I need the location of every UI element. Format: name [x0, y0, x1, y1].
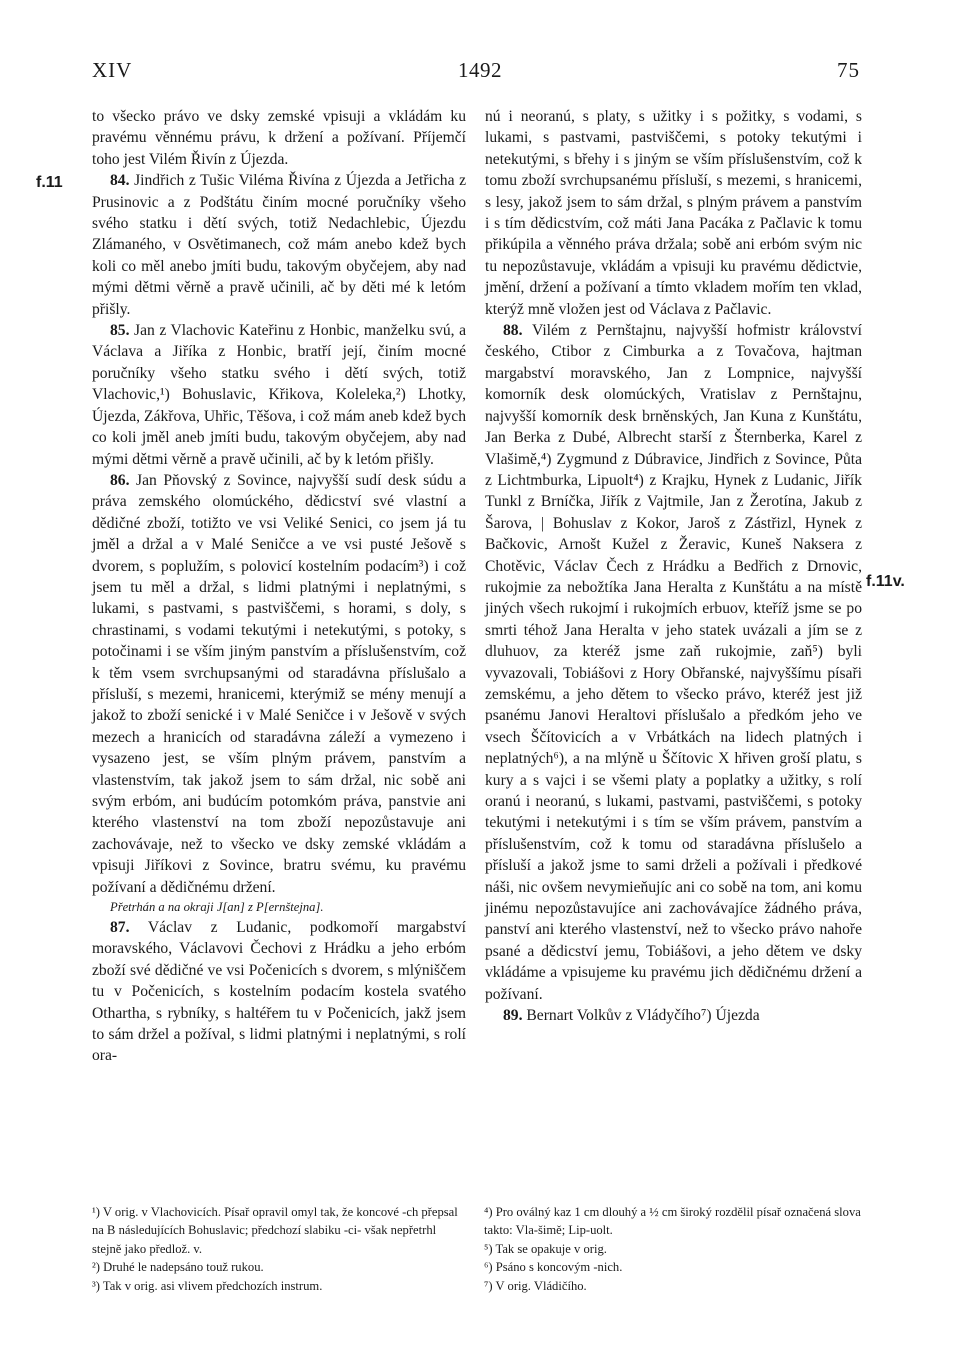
entry-number: 85. — [110, 322, 130, 340]
entry-text: Vilém z Pernštajnu, najvyšší hofmistr království českého, Ctibor z Cimburka a z Tovačova, hajtman margabství moravského, Jan z Lompnice, najvyšší komorník desk olomúckých, Vratislav z Pernštajnu, najvyšší komorník desk brněnských, Jan Kuna z Kunštátu, Jan Berka z Dubé, Albrecht starší z Šternberka, Karel z Vlašimě,⁴) Zygmund z Dúbravice, Jindřich z Sovince, Půta z Lichtmburka, Lipuolt⁴) z Krajku, Hynek z Ludanic, Jiřík Tunkl z Brníčka, Jiřík z Vajtmile, Jan z Žerotína, Jakub z Šarova, | Bohuslav z Kokor, Jaroš z Zástřizl, Hynek z Bačkovic, Arnošt Kužel z Žeravic, Kuneš Naksera z Chotěvic, Václav Čech z Hrádku a Bedřich z Drnovic, rukojmie za nebožtíka Jana Heralta z Kunštátu a na místě jiných všech rukojmí i rukojmích erbuov, kteříž jsme se po smrti téhož Jana Heralta v jeho statek uvázali a jím se z dluhuov, za kteréž jsme zaň rukojmie, zaň⁵) byli vyvazovali, Tobiášovi z Hory Obřanské, najvyššímu písaři zemskému, a jeho dětem to všecko právo, kteréž jest již psanému Janovi Heraltovi příslušalo a předkóm jeho ve vsech Ščítovicích a v Vrbátkách na lidech platných i neplatných⁶), a na mlýně u Ščítovic X hřiven groší platu, s kury a s vajci i se všemi platy a poplatky a užitky, s rolí oranú i neoranú, s lukami, pastvami, pastviščemi, s potoky tekutými i netekutými i s tím se vším právem, panstvím a příslušenstvím, což k tomu od staradávna příslušelo a přísluší a jakož jsme to sami drželi a požívali i předkové náši, nic ovšem nevymieňujíc ani co sobě na tom, ani komu jinému nepozůstavujíce ani zachovávajíce žádného práva, panství ani kterého vlastenství, než to všecko právo nahoře psané a dědicství jemu, Tobiášovi, a jeho dětem ve dsky vkládáme a vpisujeme ku pravému jich dědičnému držení a požívaní. — [485, 322, 862, 1003]
entry-number: 86. — [110, 471, 130, 489]
footnote-2: ²) Druhé le nadepsáno touž rukou. — [92, 1260, 264, 1275]
footnote-3: ³) Tak v orig. asi vlivem předchozích instrum. — [92, 1278, 323, 1293]
entry-text: Bernart Volkův z Vládyčího⁷) Újezda — [526, 1007, 760, 1025]
entry-text: Václav z Ludanic, podkomoří margabství moravského, Václavovi Čechovi z Hrádku a jeho erbóm zboží své dědičné ve vsi Počenicích s dvorem, s mlýniščem tu v Počenicích, s kostelním podacím kostela svatého Othartha, s rybníky, s haltéřem tu v Počenicích, jakž jsem to sám držel a požíval, s lidmi platnými i neplatnými, s rolí ora- — [92, 919, 466, 1065]
entry-number: 89. — [503, 1007, 523, 1025]
entry-84 — [92, 170, 466, 320]
entry-text: Jan z Vlachovic Kateřinu z Honbic, manželku svú, a Václava a Jiříka z Honbic, bratří její, činím mocné poručníky všeho statku svého i dětí svých, totiž Vlachovic,¹) Bohuslavic, Křikova, Koleleka,²) Lhotky, Újezda, Zákřova, Uhřic, Těšova, i což mám aneb kdež bych co koli jměl aneb jmíti budu, takovým obyčejem, aby nad mými dětmi věrně a pravě učinili, ač by k letóm přišly. — [92, 322, 466, 468]
roman-page-number: XIV — [92, 58, 133, 82]
footnote-1: ¹) V orig. v Vlachovicích. Písař opravil omyl tak, že koncové -ch přepsal na B následujících Bohuslavic; předchozí slabiku -ci- však nepřetrhl stejně jako předlož. v. — [92, 1205, 458, 1256]
entry-85 — [92, 320, 466, 470]
entry-87-continuation: nú i neoranú, s platy, s užitky i s požitky, s vodami, s lukami, s pastvami, pastviščemi, s potoky tekutými i netekutými, s břehy i s jiným se vším příslušenstvím, což k tomu zboží svrchupsanému přísluší, s mezemi, s hranicemi, s lesy, jakož jsem to sám držal, s plným právem a panstvím i s tím dědicstvím, což máti Jana Pacáka z Pačlavic k tomu přikúpila a věnného práva držala; sobě ani erbóm svým nic tu nepozůstavuje, vkládám a vpisuji ku pravému dědictvie, jmění, držení a požívaní a tímto vkladem mořím ten vklad, kterýž mně vložen jest od Václava z Pačlavic. — [485, 108, 862, 318]
entry-86-note: Přetrhán a na okraji J[an] z P[ernštejna]. — [110, 900, 324, 915]
footnote-7: ⁷) V orig. Vládičího. — [484, 1278, 587, 1293]
folio-mark-f11v: f.11v. — [866, 573, 905, 590]
entry-87 — [92, 917, 466, 1067]
year-heading: 1492 — [458, 58, 502, 82]
footnote-4: ⁴) Pro oválný kaz 1 cm dlouhý a ½ cm široký rozdělil písař označená slova takto: Vla-šimě; Lip-uolt. — [484, 1205, 861, 1238]
right-column — [485, 106, 862, 1026]
page-number: 75 — [837, 58, 860, 82]
entry-text: Jindřich z Tušic Viléma Řivína z Újezda a Jetřicha z Prusinovic a z Podštátu činím mocné poručníky všeho svého statku i dětí svých, totiž Nedachlebic, Újezdu Zlámaného, v Osvětimanech, což mám anebo kdež bych koli co měl anebo jmíti budu, takovým obyčejem, aby nad mými dětmi věrně a pravě učinili, ač by děti mé k letóm přišly. — [92, 172, 466, 318]
entry-89 — [485, 1005, 862, 1026]
entry-88 — [485, 320, 862, 1005]
entry-text: Jan Pňovský z Sovince, najvyšší sudí desk súdu a práva zemského olomúckého, dědicství své vlastní a dědičné zboží, totižto ve vsi Veliké Senici, co jsem já tu jměl a držal a v Malé Seničce a ve vsi pusté Ješově s dvorem, s poplužím, s polovicí kostelním podacím³) i což jsem tu měl a držal, s lidmi platnými i neplatnými, s lukami, s pastvami, s pastviščemi, s horami, s doly, s chrastinami, s vodami tekutými i netekutými, s potoky, s potočinami i se vším jiným panstvím a příslušenstvím, což k těm vsem svrchupsanými od staradávna příslušalo a přísluší, s mezemi, hranicemi, kterýmiž se mény menují a jakož to zboží senické i v Malé Seničce i v Ješově v svých mezech a hranicích od staradávna záleží a vymezeno i vysazeno jest, se vším plným právem, panstvím a vlastenstvím, tak jakož jsem to sám držal, nic sobě ani svým erbóm, ani budúcím potomkóm práva, panstvie ani kterého vlastenství na tom zboží nepozůstavuje ani zachovávaje, než to všecko ve dsky zemské vkládám a vpisuji Jiříkovi z Sovince, bratru svému, ku pravému požívaní a dědičnému držení. — [92, 471, 466, 896]
footnote-5: ⁵) Tak se opakuje v orig. — [484, 1241, 607, 1256]
left-column — [92, 106, 466, 1067]
entry-83-continuation: to všecko právo ve dsky zemské vpisuji a vkládám ku pravému věnnému právu, k držení a požívaní. Příjemčí toho jest Vilém Řivín z Újezda. — [92, 108, 466, 168]
entry-86 — [92, 470, 466, 898]
entry-number: 84. — [110, 172, 130, 190]
folio-mark-f11: f.11 — [36, 174, 63, 191]
footnote-6: ⁶) Psáno s koncovým -nich. — [484, 1260, 623, 1275]
entry-number: 88. — [503, 322, 523, 340]
entry-number: 87. — [110, 919, 130, 937]
footnotes-left — [92, 1203, 464, 1295]
footnotes-right — [484, 1203, 862, 1295]
